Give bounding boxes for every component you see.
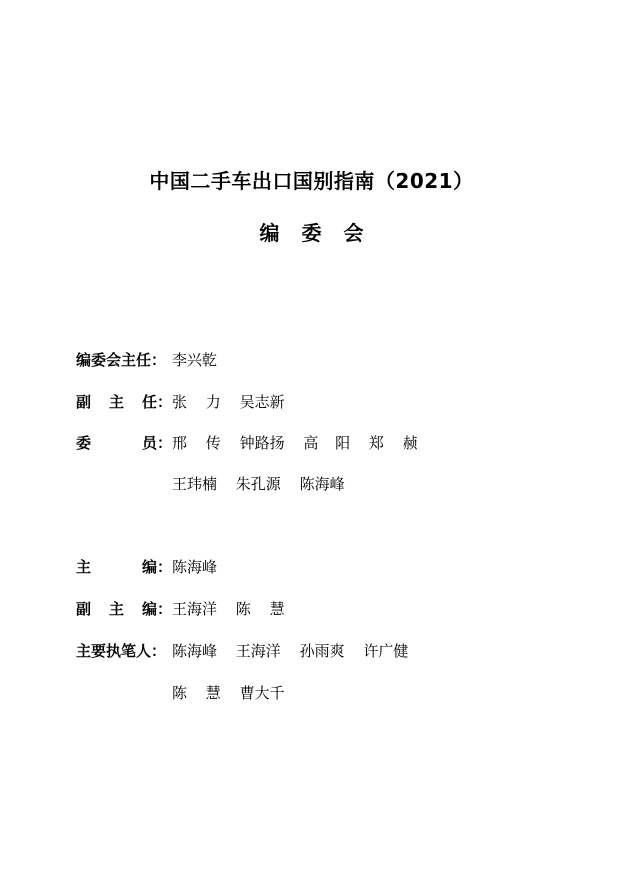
main-writers-names-line1	[172, 640, 422, 662]
label-char: 副	[76, 600, 92, 618]
label-char: 编：	[141, 600, 172, 618]
committee-members-names-line2	[172, 473, 359, 495]
committee-director-names	[172, 349, 231, 371]
committee-members-label	[76, 432, 172, 454]
person-name: 陈海峰	[299, 475, 345, 493]
label-char: 主	[108, 393, 124, 411]
person-name: 李兴乾	[172, 351, 218, 369]
label-char: 员：	[141, 434, 172, 452]
document-title: 中国二手车出口国别指南（2021）	[149, 169, 474, 193]
person-name: 邢 传	[172, 434, 221, 452]
committee-director-label: 编委会主任：	[76, 351, 167, 369]
label-char: 主	[76, 558, 92, 576]
label-char: 委	[76, 434, 92, 452]
label-char: 任：	[141, 393, 172, 411]
label-char: 主	[108, 600, 124, 618]
person-name: 王玮楠	[172, 475, 218, 493]
person-name: 朱孔源	[235, 475, 281, 493]
deputy-editor-names	[172, 598, 299, 620]
subtitle-char: 编	[259, 221, 280, 245]
main-writers-label: 主要执笔人：	[76, 642, 167, 660]
document-subtitle	[0, 219, 623, 247]
main-writers-names-line2	[172, 682, 299, 704]
person-name: 曹大千	[239, 684, 285, 702]
person-name: 王海洋	[235, 642, 281, 660]
chief-editor-names	[172, 556, 231, 578]
person-name: 陈 慧	[235, 600, 285, 618]
person-name: 陈海峰	[172, 558, 218, 576]
person-name: 张 力	[172, 393, 221, 411]
chief-editor-label	[76, 556, 172, 578]
person-name: 郑 赪	[368, 434, 418, 452]
person-name: 孙雨爽	[299, 642, 345, 660]
person-name: 陈海峰	[172, 642, 218, 660]
person-name: 许广健	[363, 642, 409, 660]
person-name: 陈 慧	[172, 684, 221, 702]
committee-vice-director-label	[76, 391, 172, 413]
person-name: 吴志新	[239, 393, 285, 411]
committee-vice-director-names	[172, 391, 299, 413]
committee-members-names-line1	[172, 432, 432, 454]
label-char: 编：	[141, 558, 172, 576]
subtitle-char: 委	[301, 221, 322, 245]
person-name: 高 阳	[303, 434, 351, 452]
label-char: 副	[76, 393, 92, 411]
subtitle-char: 会	[343, 221, 364, 245]
deputy-editor-label	[76, 598, 172, 620]
person-name: 王海洋	[172, 600, 218, 618]
person-name: 钟路扬	[239, 434, 285, 452]
